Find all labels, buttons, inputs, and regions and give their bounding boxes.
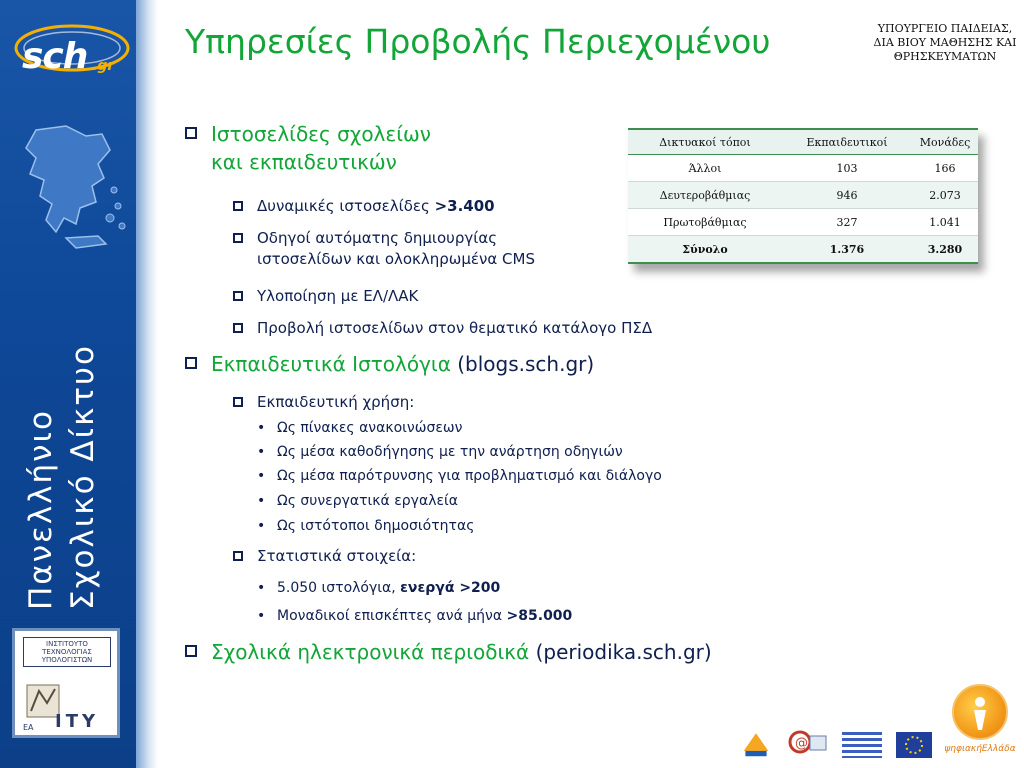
list-item: • Ως συνεργατικά εργαλεία	[257, 493, 459, 509]
table-cell: 946	[796, 182, 898, 209]
list-item-text: Μοναδικοί επισκέπτες ανά μήνα	[277, 608, 507, 624]
hellas-2004-logo-icon[interactable]	[738, 728, 774, 758]
ity-label: ITY	[55, 711, 100, 732]
digital-greece-text: ψηφιακήΕλλάδα	[944, 744, 1016, 754]
page-title: Υπηρεσίες Προβολής Περιεχομένου	[185, 22, 771, 61]
table-cell: 166	[912, 155, 978, 182]
table-row	[628, 209, 978, 236]
list-item: • 5.050 ιστολόγια, ενεργά >200	[257, 580, 501, 596]
email-logo-icon[interactable]	[788, 728, 828, 758]
svg-text:@: @	[795, 736, 808, 751]
table-header-row	[628, 129, 978, 155]
section2-bullet	[185, 350, 594, 378]
square-bullet-icon	[185, 357, 197, 369]
item-text: Δυναμικές ιστοσελίδες	[257, 197, 435, 215]
item-text: Προβολή ιστοσελίδων στον θεματικό κατάλογο ΠΣΔ	[257, 319, 653, 337]
ministry-name: ΥΠΟΥΡΓΕΙΟ ΠΑΙΔΕΙΑΣ, ΔΙΑ ΒΙΟΥ ΜΑΘΗΣΗΣ ΚΑΙ ΘΡΗΣΚΕΥΜΑΤΩΝ	[873, 22, 1017, 63]
vertical-title-line2: Σχολικό Δίκτυο	[65, 344, 101, 610]
sch-logo[interactable]	[8, 14, 132, 76]
vertical-title-line1: Πανελλήνιο	[23, 409, 59, 610]
digital-greece-logo[interactable]	[944, 684, 1016, 764]
square-bullet-icon	[233, 201, 243, 211]
table-cell: 103	[796, 155, 898, 182]
square-bullet-icon	[233, 291, 243, 301]
section1-item	[233, 228, 535, 270]
list-item-text: Ως πίνακες ανακοινώσεων	[277, 420, 463, 436]
list-item: • Ως μέσα καθοδήγησης με την ανάρτηση οδηγιών	[257, 444, 623, 460]
eu-flag-icon	[896, 732, 932, 758]
section2-sub2	[233, 546, 416, 567]
section3-link[interactable]: (periodika.sch.gr)	[535, 640, 712, 664]
item-text: Υλοποίηση με ΕΛ/ΛΑΚ	[257, 287, 419, 305]
table-cell: 2.073	[912, 182, 978, 209]
table-row	[628, 155, 978, 182]
section1-title-line2: και εκπαιδευτικών	[211, 150, 397, 174]
partner-logos	[730, 720, 950, 766]
section2-title: Εκπαιδευτικά Ιστολόγια	[211, 352, 451, 376]
square-bullet-icon	[185, 127, 197, 139]
table-cell: Άλλοι	[628, 155, 782, 182]
section3-title: Σχολικά ηλεκτρονικά περιοδικά	[211, 640, 530, 664]
list-item-text: Ως ιστότοποι δημοσιότητας	[277, 518, 475, 534]
item-text-line2: ιστοσελίδων και ολοκληρωμένα CMS	[257, 250, 535, 268]
section2-sub1	[233, 392, 414, 413]
table-cell: Δευτεροβάθμιας	[628, 182, 782, 209]
logo-text: sch	[22, 36, 88, 77]
list-item-text: Ως συνεργατικά εργαλεία	[277, 493, 459, 509]
ity-ea: ΕΑ	[23, 723, 34, 732]
item-highlight: >3.400	[434, 197, 495, 215]
stats-table	[628, 128, 978, 264]
list-item: • Μοναδικοί επισκέπτες ανά μήνα >85.000	[257, 608, 573, 624]
sub-label: Εκπαιδευτική χρήση:	[257, 393, 415, 411]
table-header: Εκπαιδευτικοί	[796, 129, 898, 155]
sub-label: Στατιστικά στοιχεία:	[257, 547, 417, 565]
table-header: Δικτυακοί τόποι	[628, 129, 782, 155]
list-item-text: Ως μέσα καθοδήγησης με την ανάρτηση οδηγιών	[277, 444, 623, 460]
table-cell: 3.280	[912, 236, 978, 264]
list-item: • Ως ιστότοποι δημοσιότητας	[257, 518, 475, 534]
table-cell: 327	[796, 209, 898, 236]
ity-top-text: ΙΝΣΤΙΤΟΥΤΟ ΤΕΧΝΟΛΟΓΙΑΣ ΥΠΟΛΟΓΙΣΤΩΝ	[23, 637, 111, 667]
square-bullet-icon	[185, 645, 197, 657]
sidebar-shade	[136, 0, 158, 768]
table-cell: 1.376	[796, 236, 898, 264]
table-cell: 1.041	[912, 209, 978, 236]
list-item-text: Ως μέσα παρότρυνσης για προβληματισμό και διάλογο	[277, 468, 662, 484]
square-bullet-icon	[233, 323, 243, 333]
table-cell: Σύνολο	[628, 236, 782, 264]
ity-logo[interactable]	[12, 628, 120, 738]
digital-greece-icon	[952, 684, 1008, 740]
square-bullet-icon	[233, 551, 243, 561]
sidebar	[0, 0, 158, 768]
section1-item	[233, 196, 495, 217]
list-item-highlight: >85.000	[506, 608, 573, 624]
list-item-text: 5.050 ιστολόγια,	[277, 580, 401, 596]
table-row	[628, 182, 978, 209]
table-cell: Πρωτοβάθμιας	[628, 209, 782, 236]
section2-link[interactable]: (blogs.sch.gr)	[457, 352, 595, 376]
table-total-row	[628, 236, 978, 264]
square-bullet-icon	[233, 397, 243, 407]
greek-flag-icon	[842, 732, 882, 758]
section1-title-line1: Ιστοσελίδες σχολείων	[211, 122, 431, 146]
list-item: • Ως πίνακες ανακοινώσεων	[257, 420, 463, 436]
section1-item	[233, 318, 652, 339]
vertical-title	[20, 140, 104, 610]
list-item-highlight: ενεργά >200	[400, 580, 501, 596]
list-item: • Ως μέσα παρότρυνσης για προβληματισμό και διάλογο	[257, 468, 662, 484]
item-text-line1: Οδηγοί αυτόματης δημιουργίας	[257, 229, 498, 247]
section1-item	[233, 286, 418, 307]
logo-sub: .gr	[92, 58, 115, 74]
table-header: Μονάδες	[912, 129, 978, 155]
square-bullet-icon	[233, 233, 243, 243]
section3-bullet	[185, 638, 712, 666]
section1-bullet	[185, 120, 431, 176]
